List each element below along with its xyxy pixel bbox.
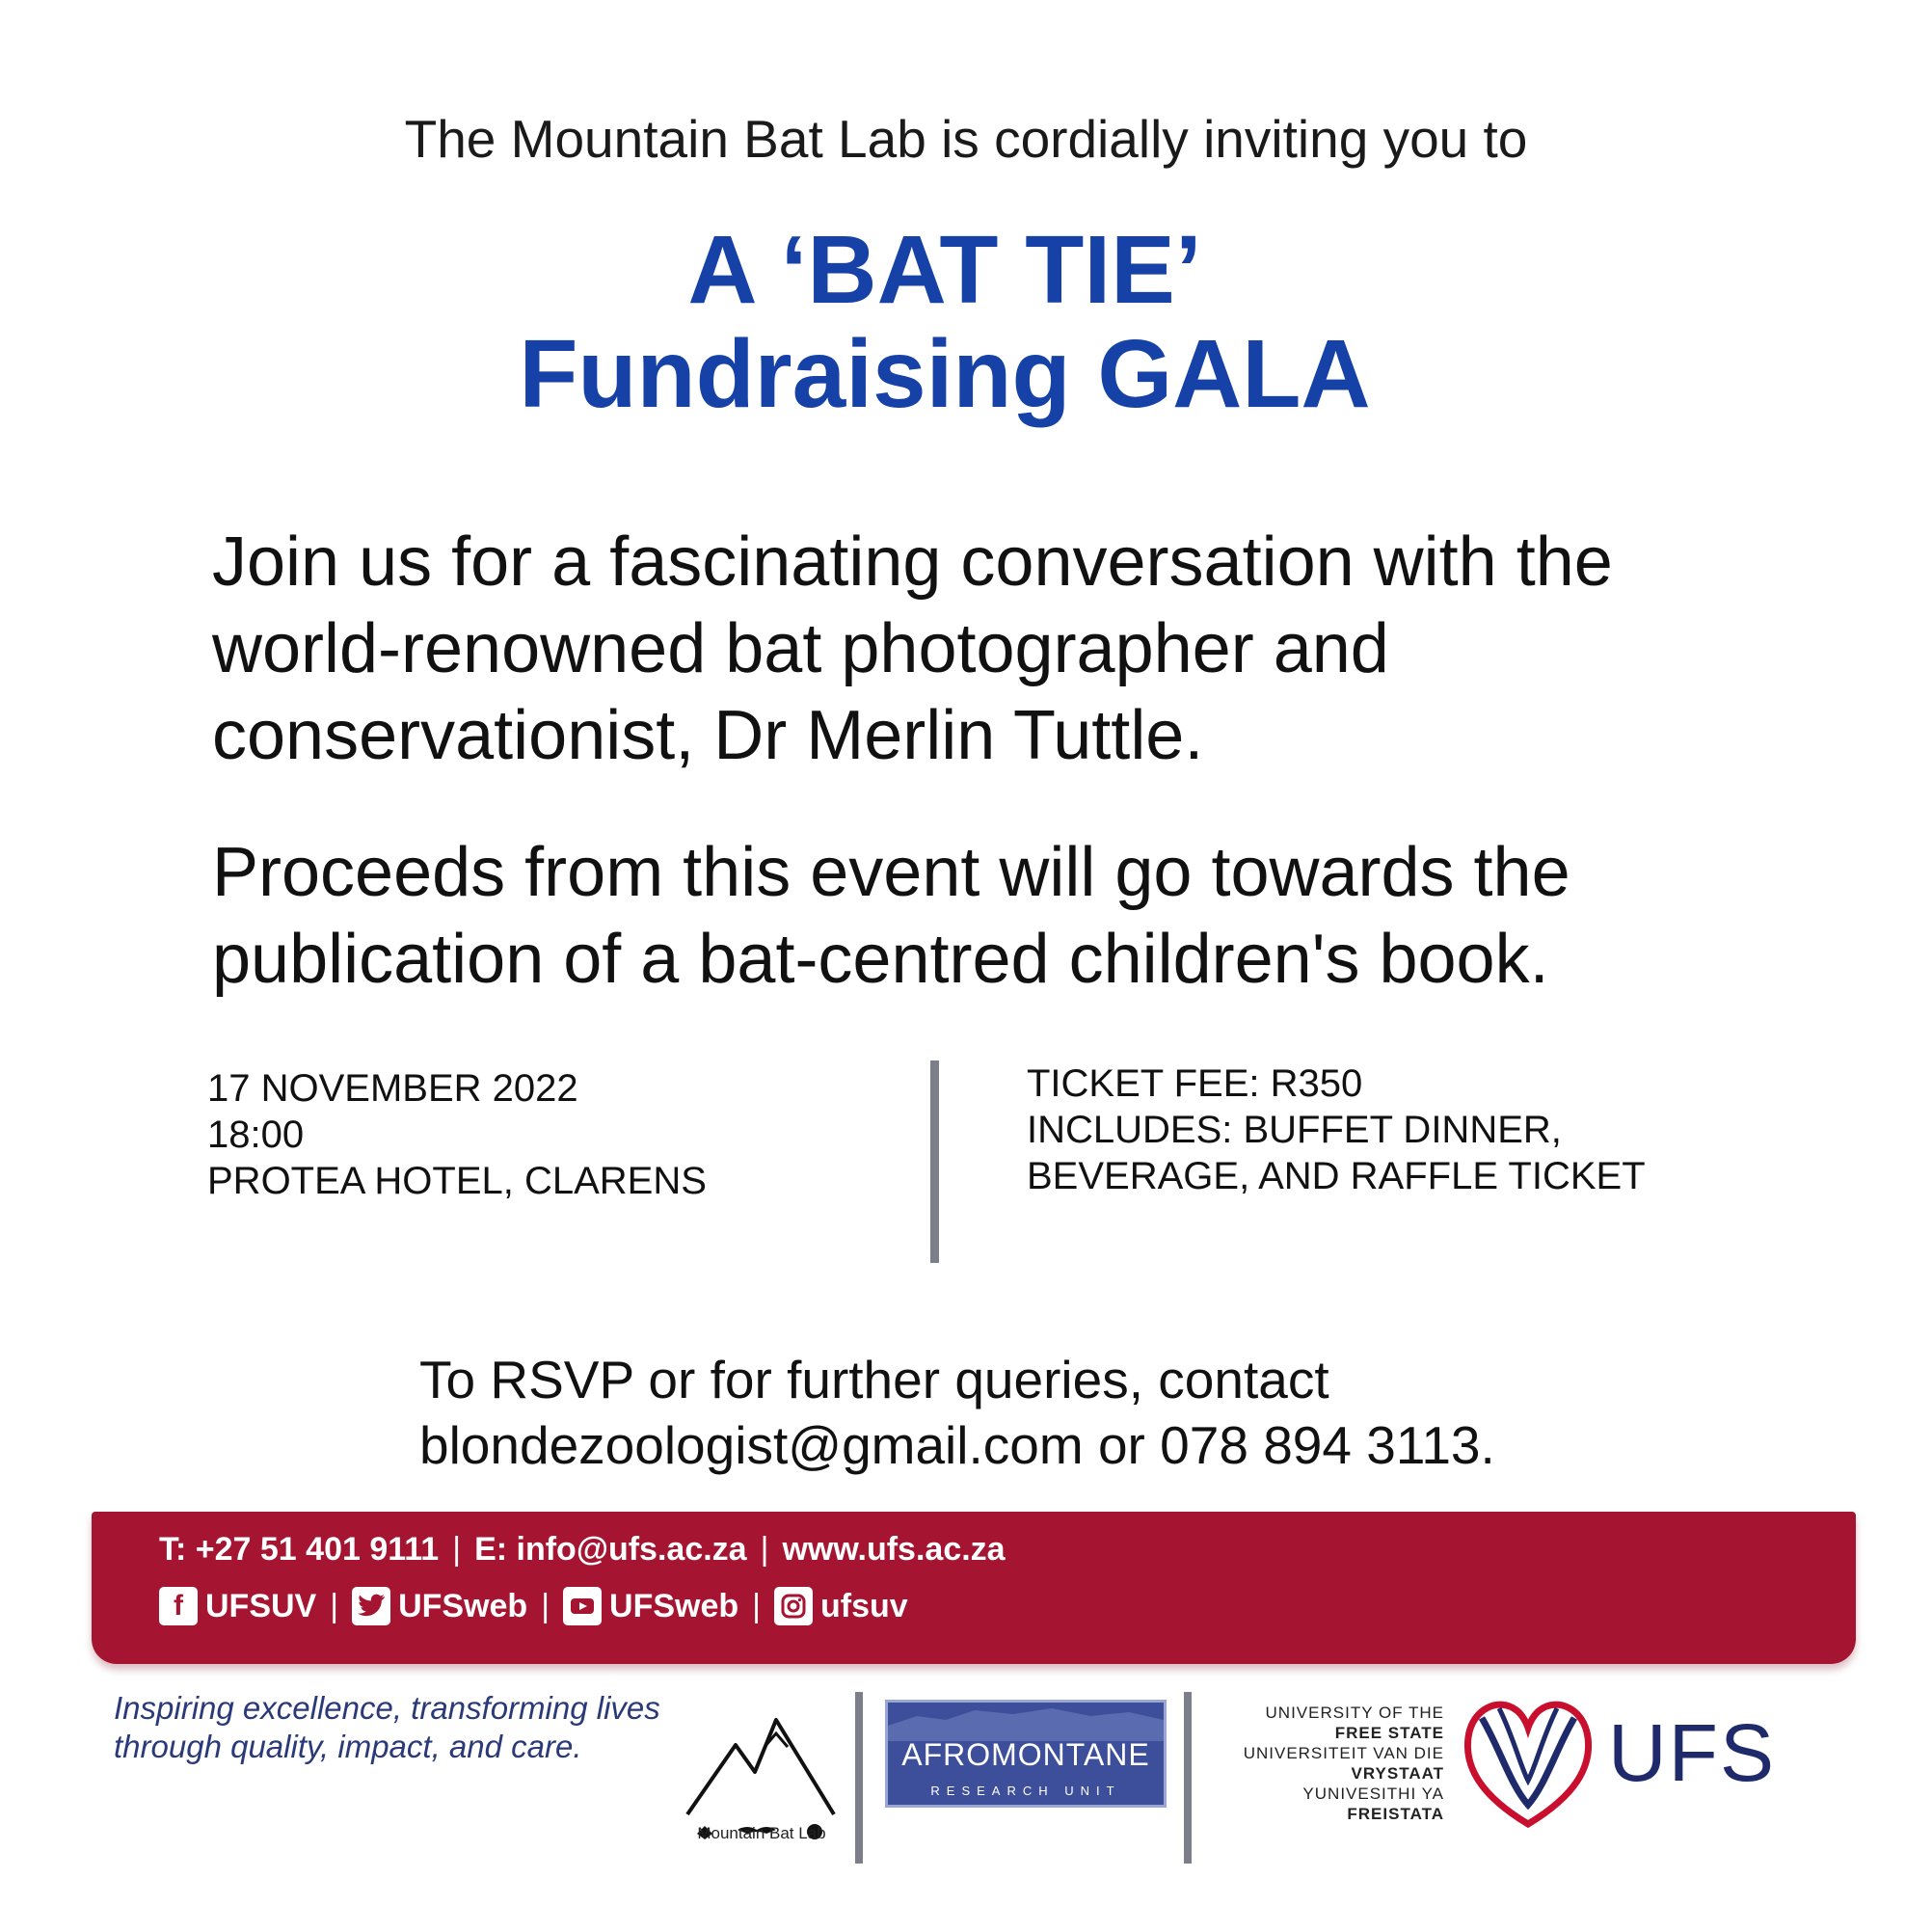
ufs-name-line: FREISTATA	[1347, 1805, 1444, 1823]
ticket-fee: TICKET FEE: R350	[1027, 1062, 1363, 1105]
social-facebook[interactable]	[159, 1587, 316, 1625]
social-twitter[interactable]	[352, 1587, 527, 1625]
logo-divider	[1184, 1692, 1192, 1864]
ufs-heart-icon	[1461, 1689, 1596, 1834]
event-venue: PROTEA HOTEL, CLARENS	[207, 1160, 707, 1202]
instagram-icon	[774, 1587, 813, 1625]
instagram-handle: ufsuv	[820, 1587, 908, 1624]
contact-row	[159, 1531, 1006, 1569]
social-youtube[interactable]	[563, 1587, 738, 1625]
ufs-name-line: VRYSTAAT	[1351, 1764, 1444, 1783]
ufs-name-line: UNIVERSITEIT VAN DIE	[1243, 1744, 1444, 1762]
mountain-silhouette-icon	[888, 1703, 1164, 1741]
ufs-wordmark: UFS	[1608, 1707, 1776, 1798]
bat-lab-label: Mountain Bat Lab	[697, 1824, 826, 1842]
contact-website[interactable]: www.ufs.ac.za	[782, 1531, 1006, 1568]
social-instagram[interactable]	[774, 1587, 908, 1625]
ufs-name-line: YUNIVESITHI YA	[1302, 1784, 1444, 1803]
rsvp-block	[419, 1347, 1495, 1478]
details-divider	[930, 1060, 939, 1263]
rsvp-line1: To RSVP or for further queries, contact	[419, 1350, 1329, 1409]
afromontane-subtitle: RESEARCH UNIT	[930, 1784, 1121, 1798]
twitter-icon	[352, 1587, 390, 1625]
ticket-includes-line2: BEVERAGE, AND RAFFLE TICKET	[1027, 1155, 1646, 1197]
facebook-icon: f	[159, 1587, 198, 1625]
contact-phone[interactable]: T: +27 51 401 9111	[159, 1531, 440, 1568]
event-title-line2: Fundraising GALA	[519, 320, 1371, 428]
event-title-line1: A ‘BAT TIE’	[687, 216, 1202, 324]
logo-divider	[855, 1692, 863, 1864]
separator: |	[541, 1587, 550, 1624]
twitter-handle: UFSweb	[398, 1587, 528, 1624]
proceeds-paragraph: Proceeds from this event will go towards the publication of a bat-centred children's book.	[212, 834, 1570, 998]
description-paragraph: Join us for a fascinating conversation with the world-renowned bat photographer and conservationist, Dr Merlin Tuttle.	[212, 523, 1613, 774]
youtube-handle: UFSweb	[609, 1587, 739, 1624]
tagline-line2: through quality, impact, and care.	[114, 1729, 582, 1764]
event-time: 18:00	[207, 1114, 305, 1156]
invitation-intro: The Mountain Bat Lab is cordially inviting you to	[404, 109, 1528, 169]
contact-band	[92, 1512, 1856, 1664]
youtube-icon	[563, 1587, 602, 1625]
separator: |	[760, 1531, 769, 1568]
ticket-details	[1027, 1060, 1646, 1199]
ufs-name-line: UNIVERSITY OF THE	[1265, 1704, 1444, 1722]
social-row	[159, 1587, 908, 1625]
tagline-line1: Inspiring excellence, transforming lives	[114, 1690, 660, 1726]
event-details	[207, 1065, 707, 1204]
contact-email[interactable]: E: info@ufs.ac.za	[474, 1531, 747, 1568]
facebook-handle: UFSUV	[205, 1587, 317, 1624]
rsvp-contact[interactable]: blondezoologist@gmail.com or 078 894 3113.	[419, 1415, 1495, 1475]
ticket-includes-line1: INCLUDES: BUFFET DINNER,	[1027, 1109, 1562, 1151]
ufs-name-line: FREE STATE	[1334, 1724, 1444, 1742]
afromontane-logo	[885, 1700, 1167, 1808]
separator: |	[330, 1587, 339, 1624]
event-date: 17 NOVEMBER 2022	[207, 1067, 578, 1110]
ufs-name-block	[1215, 1703, 1444, 1824]
separator: |	[452, 1531, 462, 1568]
separator: |	[752, 1587, 762, 1624]
afromontane-title: AFROMONTANE	[901, 1737, 1150, 1772]
ufs-tagline	[114, 1689, 660, 1766]
